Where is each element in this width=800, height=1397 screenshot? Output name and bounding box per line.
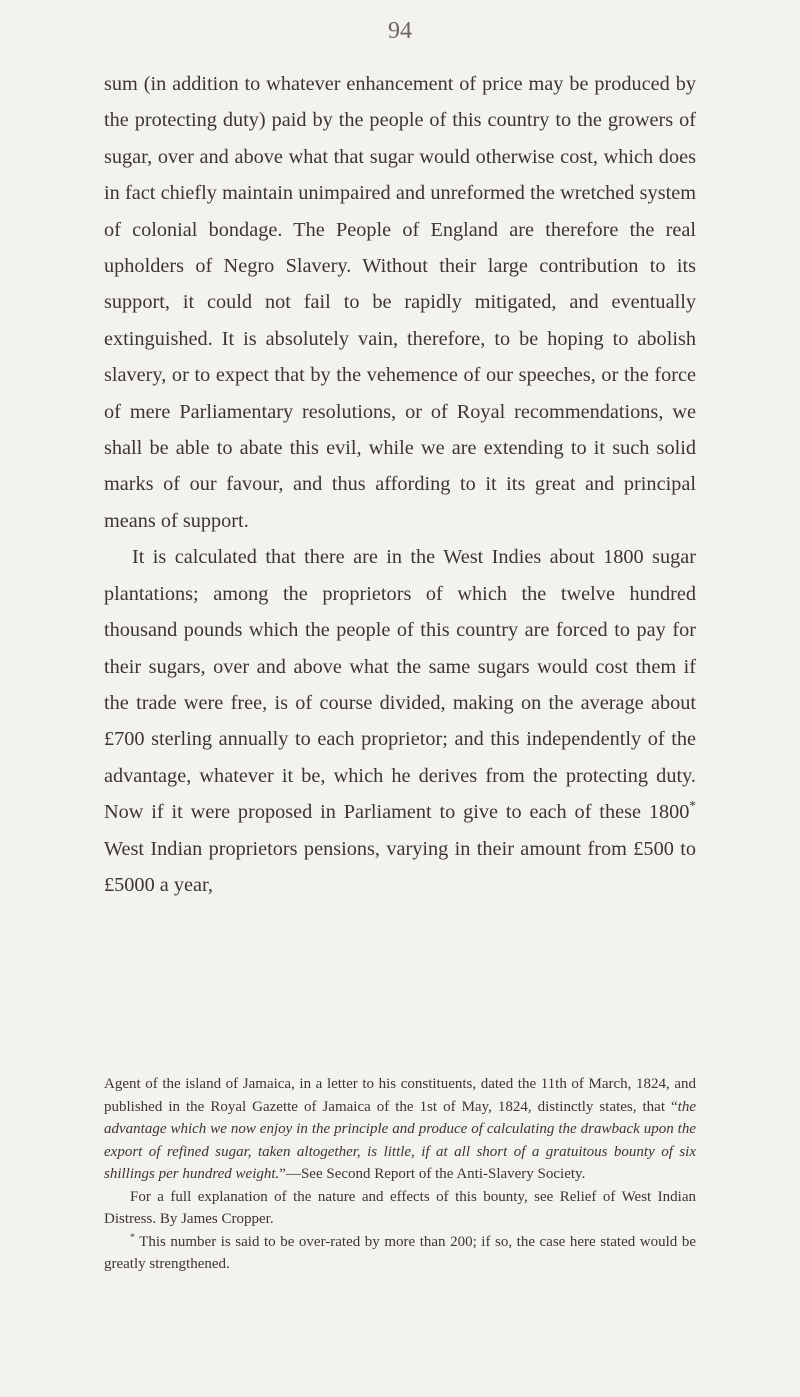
footnote bbox=[104, 1231, 696, 1276]
paragraph: sum (in addition to whatever enhancement of price may be produced by the protecting duty) paid by the people of this country to the growers of sugar, over and above what that sugar would otherwise cost, which does in fact chiefly maintain unimpaired and unreformed the wretched system of colonial bondage. The People of England are therefore the real upholders of Negro Slavery. Without their large contribution to its support, it could not fail to be rapidly mitigated, and eventually extinguished. It is absolutely vain, therefore, to be hoping to abolish slavery, or to expect that by the vehemence of our speeches, or the force of mere Parliamentary resolutions, or of Royal recommendations, we shall be able to abate this evil, while we are extending to it such solid marks of our favour, and thus affording to it its great and principal means of support. bbox=[104, 73, 696, 532]
paragraph bbox=[104, 539, 696, 903]
footnote-text: ”—See Second Report of the Anti-Slavery Society. bbox=[279, 1166, 586, 1182]
footnote: For a full explanation of the nature and effects of this bounty, see Relief of West Indian Distress. By James Cropper. bbox=[104, 1188, 696, 1227]
footnote-mark: * bbox=[689, 798, 696, 814]
footnote-text: Agent of the island of Jamaica, in a letter to his constituents, dated the 11th of March, 1824, and published in the Royal Gazette of Jamaica of the 1st of May, 1824, distinctly states, that “ bbox=[104, 1076, 696, 1115]
footnote-quote: the advantage which we now enjoy in the principle and produce of calculating the drawback upon the export of refined sugar, taken altogether, is little, if at all short of a gratuitous bounty of six shillings per hundred weight. bbox=[104, 1098, 696, 1182]
body-text bbox=[104, 66, 696, 903]
page-number: 94 bbox=[388, 18, 412, 44]
footnote bbox=[104, 1073, 696, 1186]
footnotes bbox=[104, 1073, 696, 1276]
paragraph-text: It is calculated that there are in the West Indies about 1800 sugar plantations; among the proprietors of which the twelve hundred thousand pounds which the people of this country are forced to pay for their sugars, over and above what the same sugars would cost them if the trade were free, is of course divided, making on the average about £700 sterling annually to each proprietor; and this independently of the advantage, whatever it be, which he derives from the protecting duty. Now if it were proposed in Parliament to give to each of these 1800 bbox=[104, 546, 696, 824]
paragraph-text: West Indian proprietors pensions, varying in their amount from £500 to £5000 a year, bbox=[104, 837, 696, 896]
footnote-text: This number is said to be over-rated by more than 200; if so, the case here stated would be greatly strengthened. bbox=[104, 1233, 696, 1272]
footnote-mark: * bbox=[130, 1231, 135, 1243]
